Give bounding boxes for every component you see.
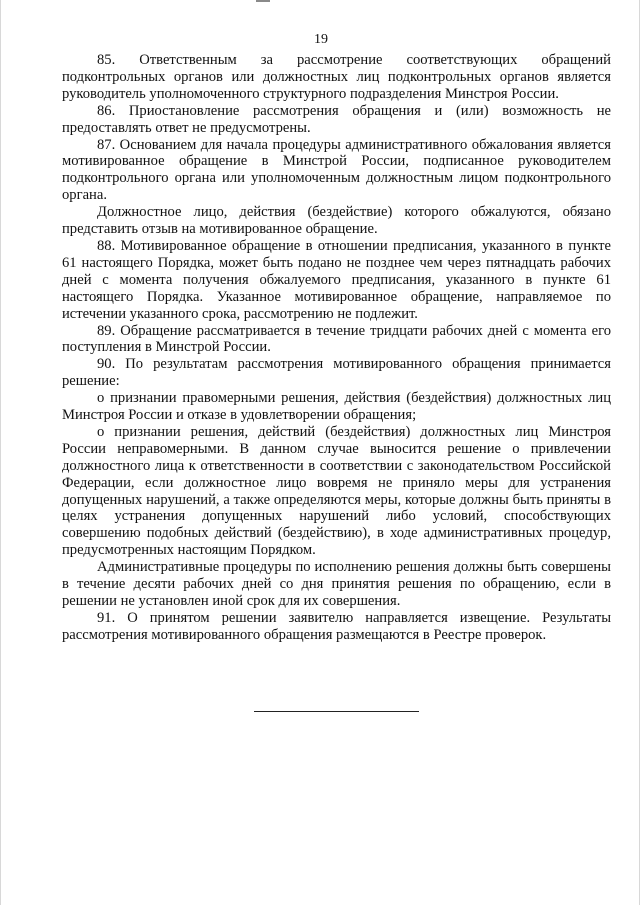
paragraph-90-option-unlawful: о признании решения, действий (бездействия) должностных лиц Минстроя России неправомерными. В данном случае выносится решение о привлечении должностного лица к ответственности в соответствии с законодательством Российской Федерации, если должностное лицо вовремя не приняло меры для устранения допущенных нарушений, а также определяются меры, которые должны быть приняты в целях устранения допущенных нарушений либо условий, способствующих совершению подобных действий (бездействию), в ходе административных процедур, предусмотренных настоящим Порядком. xyxy=(62,423,611,559)
end-separator-line xyxy=(254,711,419,712)
paragraph-90-option-lawful: о признании правомерными решения, действия (бездействия) должностных лиц Минстроя России и отказе в удовлетворении обращения; xyxy=(62,390,611,424)
paragraph-90-procedures: Административные процедуры по исполнению решения должны быть совершены в течение десяти рабочих дней со дня принятия решения по обращению, если в решении не установлен иной срок для их совершения. xyxy=(62,559,611,609)
scan-mark xyxy=(256,0,270,2)
paragraph-87-official: Должностное лицо, действия (бездействие) которого обжалуются, обязано представить отзыв на мотивированное обращение. xyxy=(62,204,611,238)
paragraph-90: 90. По результатам рассмотрения мотивированного обращения принимается решение: xyxy=(62,356,611,390)
paragraph-89: 89. Обращение рассматривается в течение тридцати рабочих дней с момента его поступления в Минстрой России. xyxy=(62,322,611,356)
paragraph-87: 87. Основанием для начала процедуры административного обжалования является мотивированное обращение в Минстрой России, подписанное руководителем подконтрольного органа или уполномоченным должностным лицом подконтрольного органа. xyxy=(62,136,611,204)
paragraph-86: 86. Приостановление рассмотрения обращения и (или) возможность не предоставлять ответ не предусмотрены. xyxy=(62,102,611,136)
paragraph-88: 88. Мотивированное обращение в отношении предписания, указанного в пункте 61 настоящего Порядка, может быть подано не позднее чем через пятнадцать рабочих дней с момента получения обжалуемого предписания, указанного в пункте 61 настоящего Порядка. Указанное мотивированное обращение, направляемое по истечении указанного срока, рассмотрению не подлежит. xyxy=(62,237,611,322)
paragraph-91: 91. О принятом решении заявителю направляется извещение. Результаты рассмотрения мотивированного обращения размещаются в Реестре проверок. xyxy=(62,609,611,643)
document-body xyxy=(62,52,611,644)
page-number: 19 xyxy=(314,32,328,47)
paragraph-85: 85. Ответственным за рассмотрение соответствующих обращений подконтрольных органов или должностных лиц подконтрольных органов является руководитель уполномоченного структурного подразделения Минстроя России. xyxy=(62,52,611,102)
